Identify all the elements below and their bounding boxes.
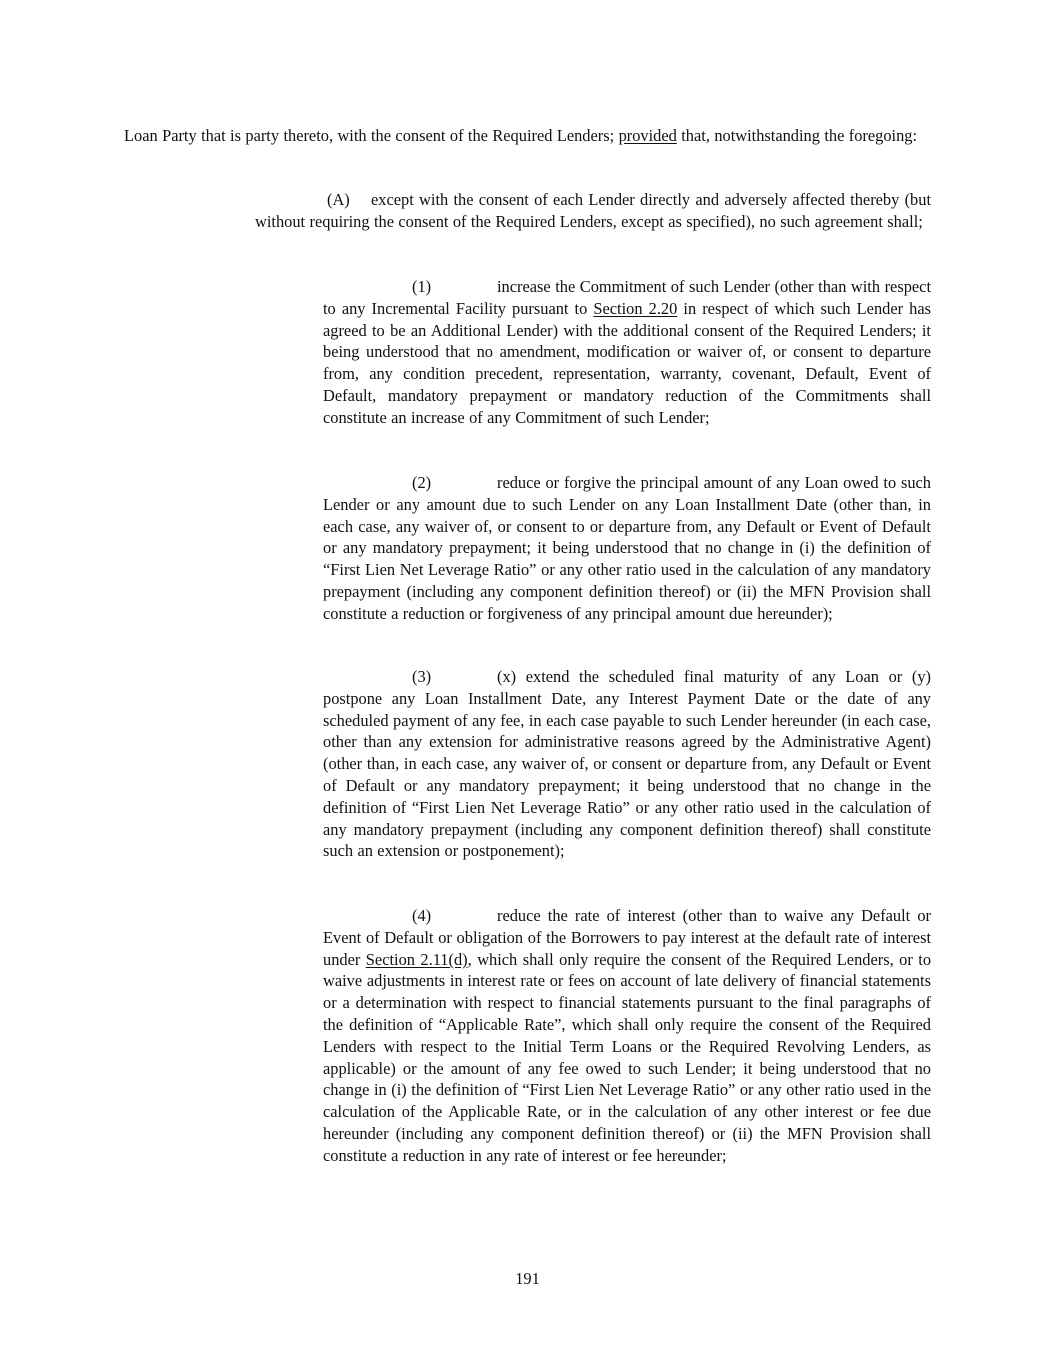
clause-item-2 bbox=[323, 472, 931, 625]
clause-item-1 bbox=[323, 276, 931, 429]
page-number: 191 bbox=[515, 1269, 540, 1288]
item-text: (x) extend the scheduled final maturity of any Loan or (y) postpone any Loan Installment Date, any Interest Payment Date or the date of any scheduled payment of any fee, in each case payable to such Lender hereunder (in each case, other than any extension for administrative reasons agreed by the Administrative Agent) (other than, in each case, any waiver of, or consent or departure from, any Default or Event of Default or any mandatory prepayment; it being understood that no change in the definition of “First Lien Net Leverage Ratio” or any other ratio used in the calculation of any mandatory prepayment (including any component definition thereof) shall constitute such an extension or postponement); bbox=[323, 667, 931, 861]
item-number: (4) bbox=[412, 906, 432, 925]
item-number: (2) bbox=[412, 473, 432, 492]
provided-term: provided bbox=[618, 126, 677, 145]
item-text: reduce the rate of interest (other than to waive any Default or Event of Default or obligation of the Borrowers to pay interest at the default rate of interest under bbox=[323, 906, 931, 969]
clause-a-text: except with the consent of each Lender directly and adversely affected thereby (but without requiring the consent of the Required Lenders, except as specified), no such agreement shall; bbox=[255, 190, 931, 231]
clause-a-paragraph bbox=[255, 189, 931, 233]
section-2-20-reference[interactable]: Section 2.20 bbox=[593, 298, 678, 318]
intro-text-continued: that, notwithstanding the foregoing: bbox=[676, 126, 918, 145]
item-number: (3) bbox=[412, 667, 432, 686]
clause-item-4 bbox=[323, 905, 931, 1167]
item-text-continued: , which shall only require the consent of the Required Lenders, or to waive adjustments in interest rate or fees on account of late delivery of financial statements or a determination with respect to financial statements pursuant to the final paragraphs of the definition of “Applicable Rate”, which shall only require the consent of the Required Lenders with respect to the Initial Term Loans or the Required Revolving Lenders, as applicable) or the amount of any fee owed to such Lender; it being understood that no change in (i) the definition of “First Lien Net Leverage Ratio” or any other ratio used in the calculation of the Applicable Rate, or in the calculation of any other interest or fee due hereunder (including any component definition thereof) or (ii) the MFN Provision shall constitute a reduction in any rate of interest or fee hereunder; bbox=[323, 949, 932, 1165]
item-text-continued: in respect of which such Lender has agreed to be an Additional Lender) with the additional consent of the Required Lenders; it being understood that no amendment, modification or waiver of, or consent to departure from, any condition precedent, representation, warranty, covenant, Default, Event of Default, mandatory prepayment or mandatory reduction of the Commitments shall constitute an increase of any Commitment of such Lender; bbox=[323, 298, 931, 427]
clause-item-3 bbox=[323, 666, 931, 862]
item-text: reduce or forgive the principal amount of any Loan owed to such Lender or any amount due to such Lender on any Loan Installment Date (other than, in each case, any waiver of, or consent to or departure from, any Default or Event of Default or any mandatory prepayment; it being understood that no change in (i) the definition of “First Lien Net Leverage Ratio” or any other ratio used in the calculation of any mandatory prepayment (including any component definition thereof) or (ii) the MFN Provision shall constitute a reduction or forgiveness of any principal amount due hereunder); bbox=[323, 473, 931, 623]
item-text: increase the Commitment of such Lender (other than with respect to any Incremental Facility pursuant to bbox=[323, 277, 931, 318]
intro-text: Loan Party that is party thereto, with the consent of the Required Lenders; bbox=[124, 126, 619, 145]
intro-paragraph bbox=[124, 125, 931, 147]
item-number: (1) bbox=[412, 277, 432, 296]
clause-a-label: (A) bbox=[327, 190, 350, 209]
section-2-11d-reference[interactable]: Section 2.11(d) bbox=[365, 949, 468, 969]
